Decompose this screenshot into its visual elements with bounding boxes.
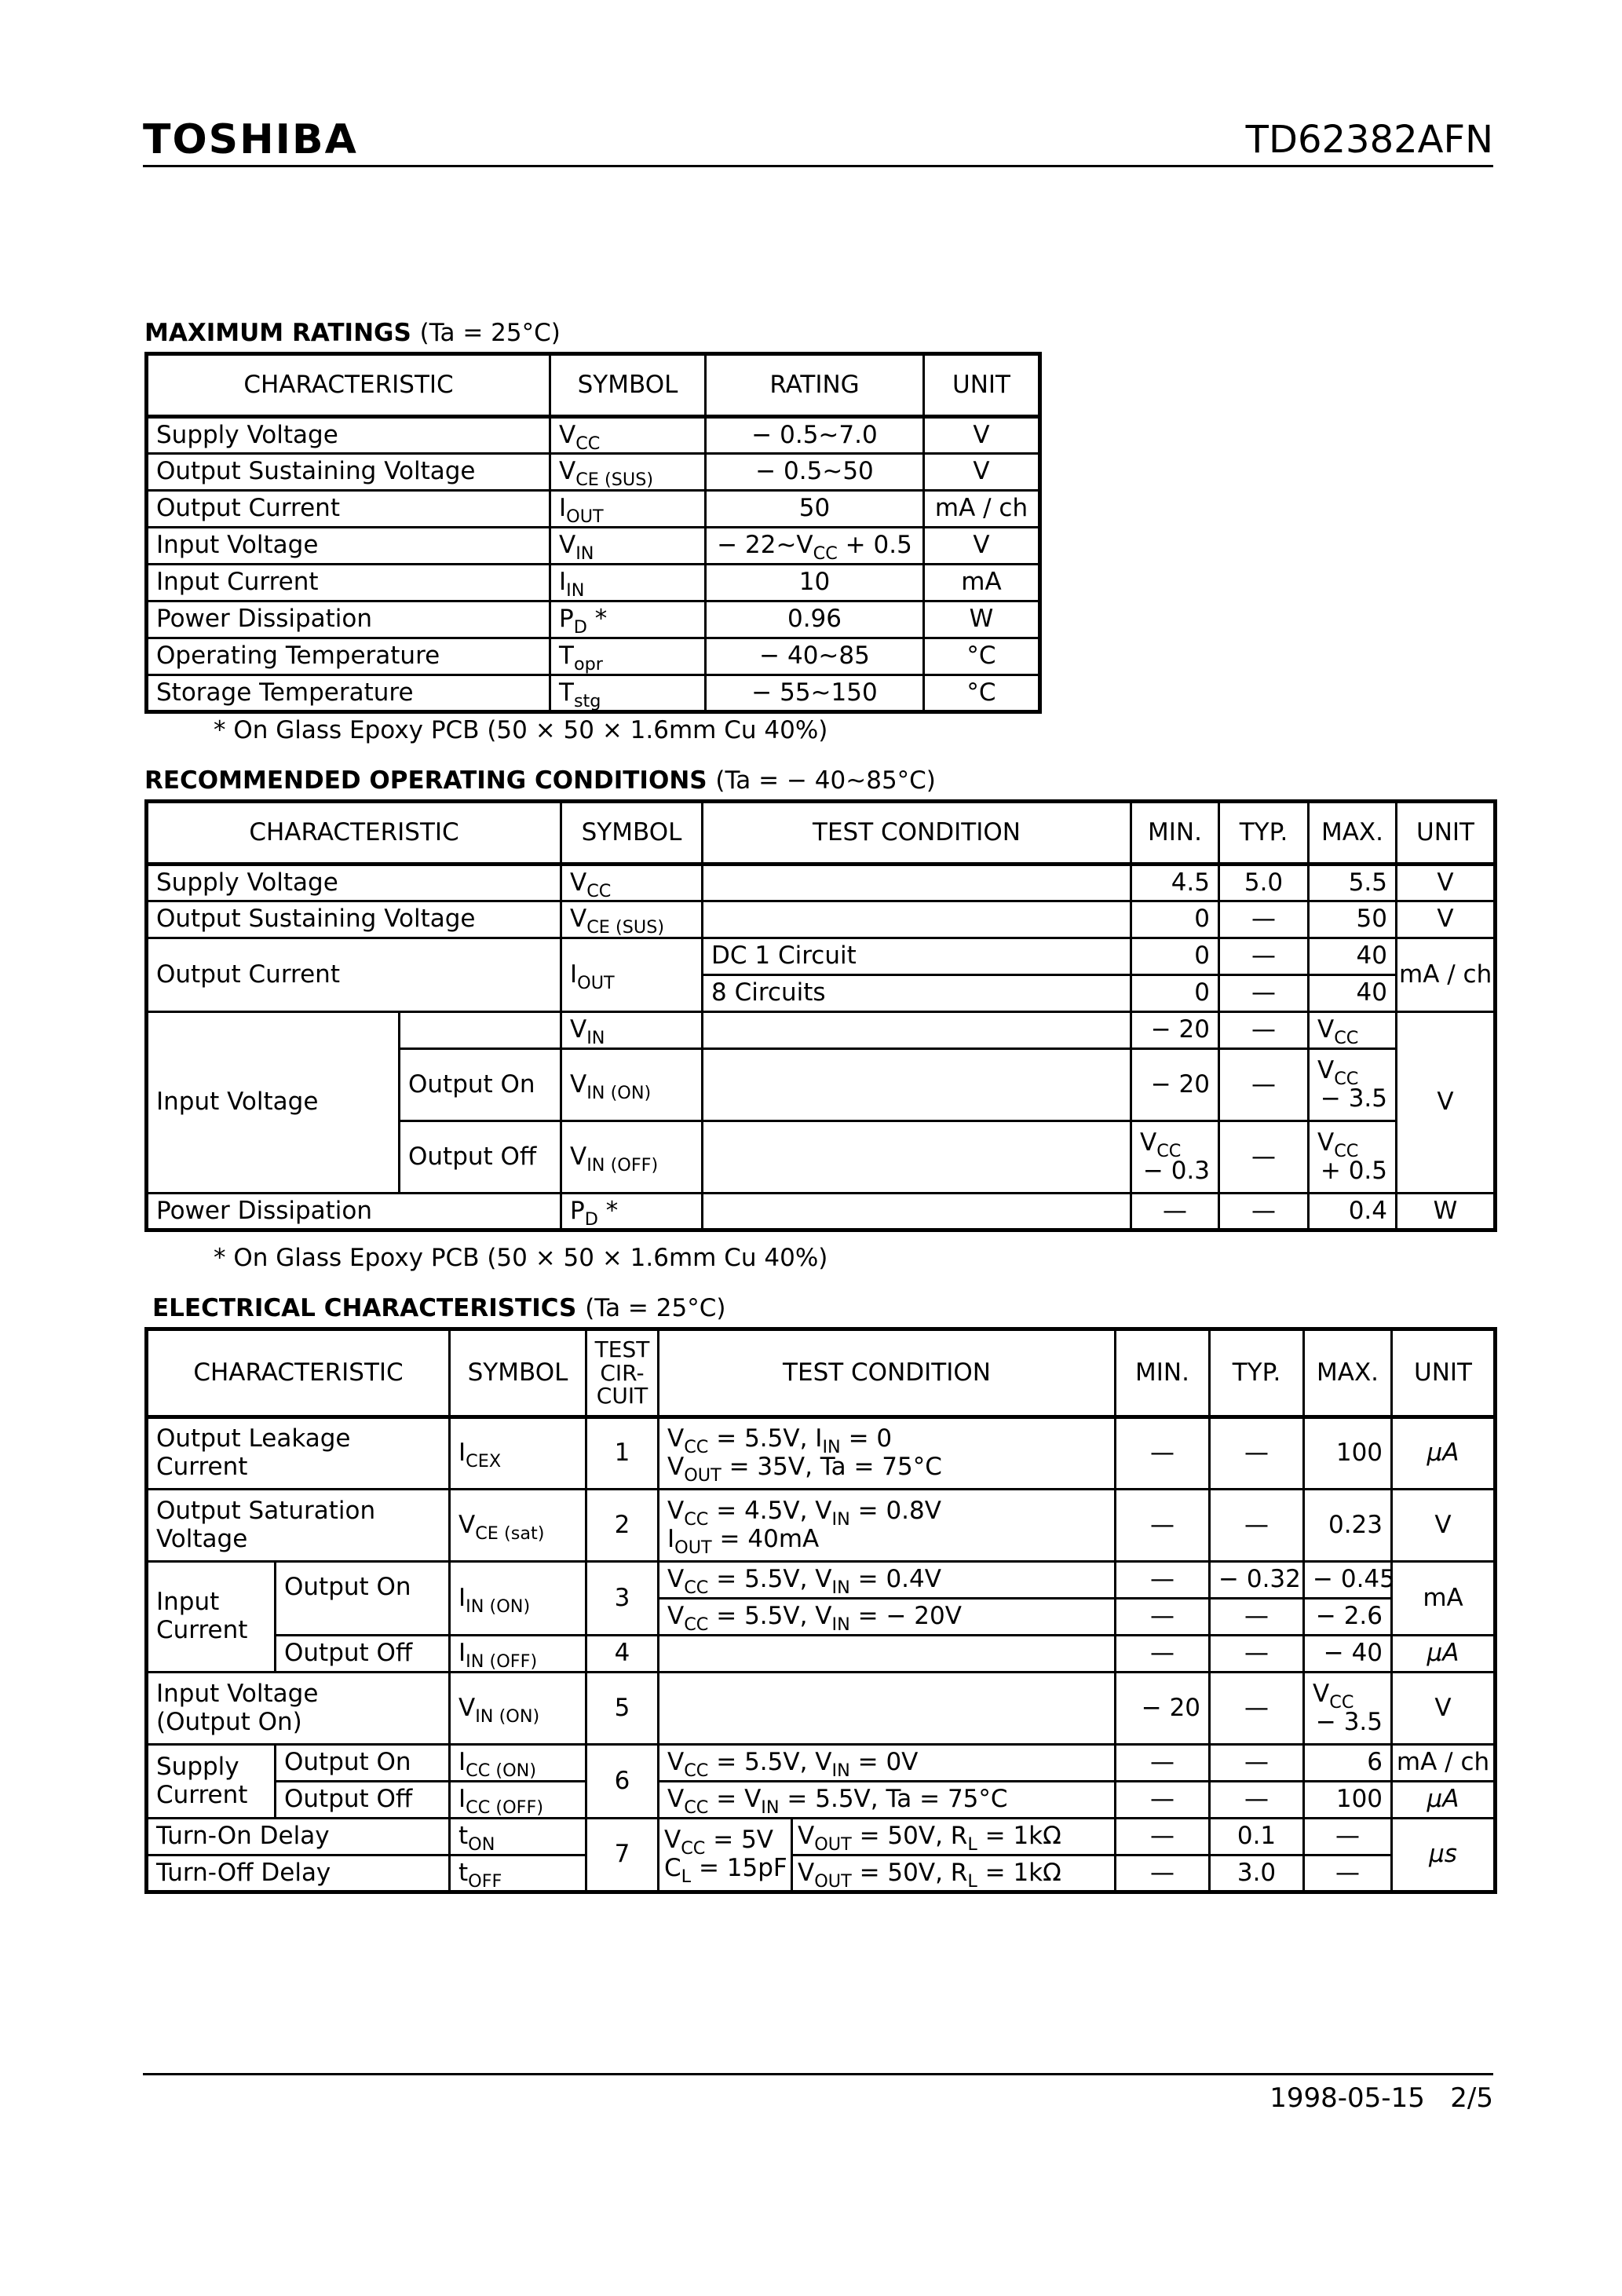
footer-date-page (1269, 2082, 1493, 2114)
col-header: RATING (706, 354, 924, 417)
table-row: Operating Temperature $T_{opr}$ − 40~85 °C (147, 638, 1040, 675)
col-header: UNIT (1392, 1329, 1496, 1417)
max-ratings-title: MAXIMUM RATINGS (Ta = 25°C) (144, 319, 561, 347)
col-header: CHARACTERISTIC (147, 354, 550, 417)
table-row: Power Dissipation $P_D$ * 0.96 W (147, 601, 1040, 638)
max-ratings-note: * On Glass Epoxy PCB (50 × 50 × 1.6mm Cu 40%) (214, 716, 828, 744)
table-row: Output Off $V_{IN (OFF)}$ $V_{CC}$ − 0.3 — $V_{CC}$ + 0.5 (147, 1121, 1496, 1194)
table-row: 8 Circuits 0 — 40 (147, 975, 1496, 1012)
table-row: Input Voltage (Output On) $V_{IN (ON)}$ 5 − 20 — $V_{CC}$ − 3.5 V (147, 1673, 1496, 1745)
table-row: Turn-On Delay $t_{ON}$ 7 $V_{CC} = 5V$ $C_L = 15pF$ $V_{OUT} = 50V$, $R_L = 1k\Omega$ — 0.1 — μs (147, 1819, 1496, 1855)
table-row: Output Current $I_{OUT}$ 50 mA / ch (147, 491, 1040, 528)
recommended-title: RECOMMENDED OPERATING CONDITIONS (Ta = − 40~85°C) (144, 766, 936, 795)
table-row: Power Dissipation $P_D$ * — — 0.4 W (147, 1194, 1496, 1230)
table-row: Output Sustaining Voltage $V_{CE (SUS)}$ 0 — 50 V (147, 901, 1496, 938)
table-row: Input Current Output On $I_{IN (ON)}$ 3 $V_{CC} = 5.5V$, $V_{IN} = 0.4V$ — − 0.32 − 0.45 mA (147, 1562, 1496, 1599)
col-header: SYMBOL (450, 1329, 586, 1417)
recommended-table (144, 799, 1497, 1232)
col-header: TYP. (1219, 802, 1309, 865)
header-rule (143, 165, 1493, 167)
col-header: SYMBOL (561, 802, 703, 865)
table-row: Output Off $I_{IN (OFF)}$ 4 — — − 40 μA (147, 1636, 1496, 1673)
table-row: Storage Temperature $T_{stg}$ − 55~150 °C (147, 675, 1040, 712)
col-header: SYMBOL (550, 354, 706, 417)
table-row: Input Current $I_{IN}$ 10 mA (147, 565, 1040, 601)
col-header: MAX. (1304, 1329, 1392, 1417)
col-header: CHARACTERISTIC (147, 802, 561, 865)
col-header: TEST CONDITION (659, 1329, 1116, 1417)
table-row: Supply Current Output On $I_{CC (ON)}$ 6 $V_{CC} = 5.5V$, $V_{IN} = 0V$ — — 6 mA / ch (147, 1745, 1496, 1782)
col-header: TYP. (1210, 1329, 1304, 1417)
brand-logo: TOSHIBA (143, 116, 358, 163)
table-row: Turn-Off Delay $t_{OFF}$ $V_{OUT} = 50V$, $R_L = 1k\Omega$ — 3.0 — (147, 1855, 1496, 1892)
col-header: TEST CIR- CUIT (586, 1329, 659, 1417)
col-header: UNIT (1397, 802, 1496, 865)
table-row: Output Saturation Voltage $V_{CE (sat)}$ 2 $V_{CC} = 4.5V$, $V_{IN} = 0.8V$ $I_{OUT} = 40mA$ — — 0.23 V (147, 1490, 1496, 1562)
footer-date: 1998-05-15 (1269, 2082, 1425, 2114)
max-ratings-table (144, 352, 1042, 714)
table-row: $V_{CC} = 5.5V$, $V_{IN}$ = − 20V — — − 2.6 (147, 1599, 1496, 1636)
table-row: Output Off $I_{CC (OFF)}$ $V_{CC} = V_{IN} = 5.5V$, Ta = 75°C — — 100 μA (147, 1782, 1496, 1819)
footer-page: 2/5 (1450, 2082, 1493, 2114)
table-row: Input Voltage $V_{IN}$ − 20 — $V_{CC}$ V (147, 1012, 1496, 1049)
table-row: Input Voltage $V_{IN}$ − $22\sim V_{CC} + 0.5$ V (147, 528, 1040, 565)
table-row: Supply Voltage $V_{CC}$ 4.5 5.0 5.5 V (147, 865, 1496, 901)
table-row: Output Sustaining Voltage $V_{CE (SUS)}$ − 0.5~50 V (147, 454, 1040, 491)
recommended-note: * On Glass Epoxy PCB (50 × 50 × 1.6mm Cu 40%) (214, 1244, 828, 1272)
col-header: UNIT (924, 354, 1040, 417)
electrical-table (144, 1327, 1497, 1894)
part-number: TD62382AFN (1245, 118, 1493, 162)
electrical-title: ELECTRICAL CHARACTERISTICS (Ta = 25°C) (152, 1294, 726, 1322)
table-row: Supply Voltage $V_{CC}$ − 0.5~7.0 V (147, 417, 1040, 454)
col-header: TEST CONDITION (703, 802, 1131, 865)
table-row: Output On $V_{IN (ON)}$ − 20 — $V_{CC}$ − 3.5 (147, 1049, 1496, 1121)
col-header: MIN. (1131, 802, 1219, 865)
col-header: MIN. (1116, 1329, 1210, 1417)
table-row: Output Current $I_{OUT}$ DC 1 Circuit 0 — 40 mA / ch (147, 938, 1496, 975)
footer-rule (143, 2073, 1493, 2075)
col-header: MAX. (1309, 802, 1397, 865)
table-row: Output Leakage Current $I_{CEX}$ 1 $V_{CC} = 5.5V$, $I_{IN} = 0$ $V_{OUT} = 35V$, Ta = 75°C — — 100 μA (147, 1417, 1496, 1490)
col-header: CHARACTERISTIC (147, 1329, 450, 1417)
